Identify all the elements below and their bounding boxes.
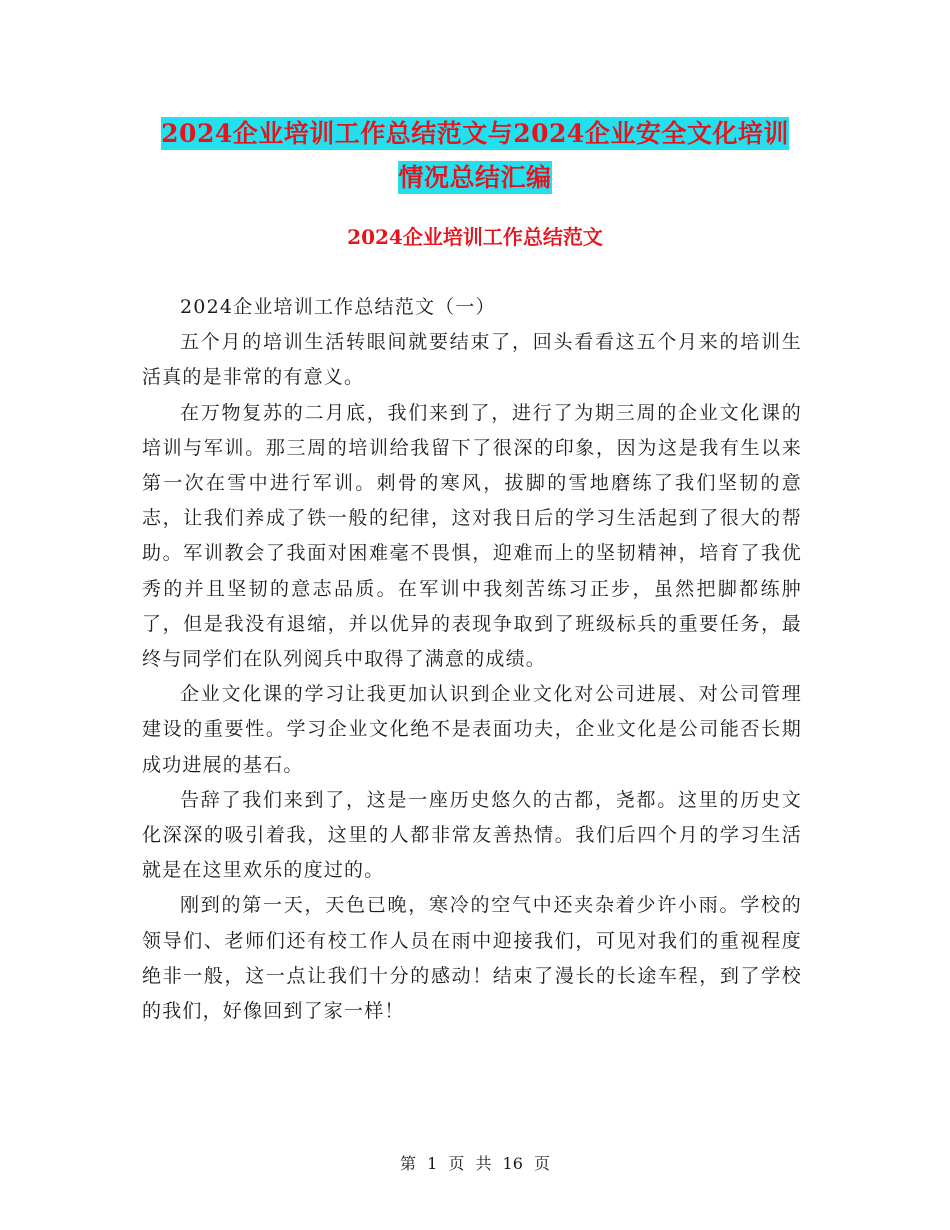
paragraph: 刚到的第一天，天色已晚，寒冷的空气中还夹杂着少许小雨。学校的领导们、老师们还有校工作人员在雨中迎接我们，可见对我们的重视程度绝非一般，这一点让我们十分的感动！结束了漫长的长途车程，到了学校的我们，好像回到了家一样！ — [142, 894, 802, 1023]
section-title: 2024企业培训工作总结范文 — [347, 225, 603, 249]
paragraph: 告辞了我们来到了，这是一座历史悠久的古都，尧都。这里的历史文化深深的吸引着我，这里的人都非常友善热情。我们后四个月的学习生活就是在这里欢乐的度过的。 — [142, 788, 802, 882]
paragraph: 五个月的培训生活转眼间就要结束了，回头看看这五个月来的培训生活真的是非常的有意义。 — [142, 331, 802, 389]
document-title-line1: 2024企业培训工作总结范文与2024企业安全文化培训 — [161, 119, 789, 148]
paragraph: 在万物复苏的二月底，我们来到了，进行了为期三周的企业文化课的培训与军训。那三周的培训给我留下了很深的印象，因为这是我有生以来第一次在雪中进行军训。刺骨的寒风，拔脚的雪地磨练了我们坚韧的意志，让我们养成了铁一般的纪律，这对我日后的学习生活起到了很大的帮助。军训教会了我面对困难毫不畏惧，迎难而上的坚韧精神，培育了我优秀的并且坚韧的意志品质。在军训中我刻苦练习正步，虽然把脚都练肿了，但是我没有退缩，并以优异的表现争取到了班级标兵的重要任务，最终与同学们在队列阅兵中取得了满意的成绩。 — [142, 401, 802, 671]
paragraph: 企业文化课的学习让我更加认识到企业文化对公司进展、对公司管理建设的重要性。学习企业文化绝不是表面功夫，企业文化是公司能否长期成功进展的基石。 — [142, 683, 802, 776]
page-footer: 第 1 页 共 16 页 — [400, 1154, 550, 1173]
document-body — [142, 290, 802, 1029]
paragraph-subheading: 2024企业培训工作总结范文（一） — [180, 296, 496, 318]
document-title — [140, 112, 810, 200]
document-title-line2: 情况总结汇编 — [398, 163, 552, 192]
